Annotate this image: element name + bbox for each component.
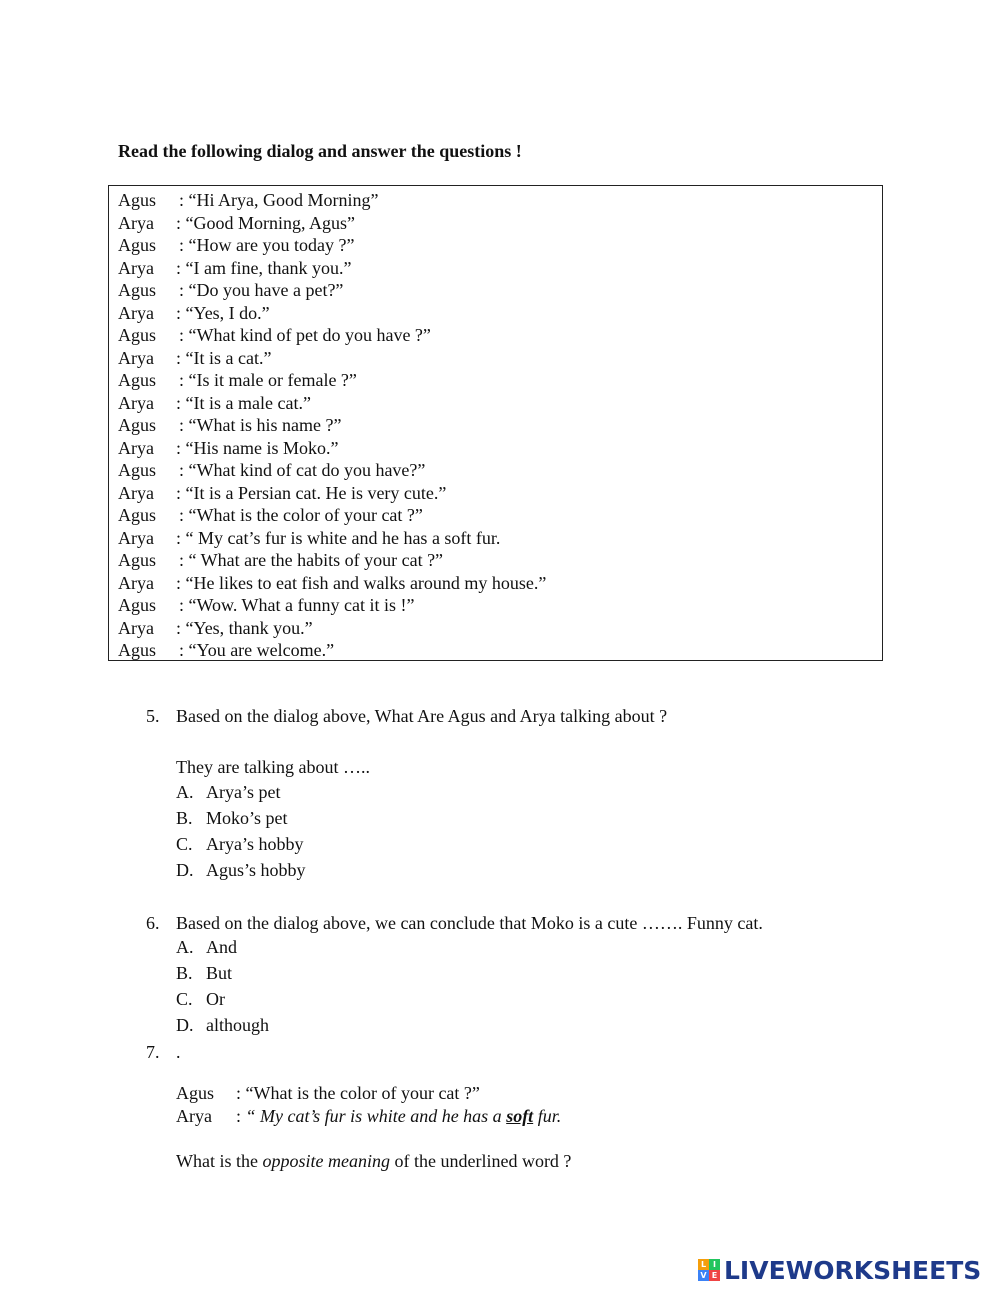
- option-letter: D.: [176, 860, 194, 880]
- dialog-text: : “What is his name ?”: [179, 415, 342, 435]
- question-number: 5.: [146, 706, 160, 726]
- question-text: Based on the dialog above, we can conclude that Moko is a cute ……. Funny cat.: [176, 913, 763, 933]
- dialog-line: [109, 437, 882, 460]
- dialog-text: : “ My cat’s fur is white and he has a soft fur.: [176, 527, 501, 548]
- underlined-word: soft: [506, 1106, 534, 1126]
- dialog-text: : “He likes to eat fish and walks around my house.”: [176, 572, 547, 593]
- dialog-speaker: Arya: [118, 212, 154, 233]
- prompt-before: What is the: [176, 1151, 263, 1171]
- dialog-line: [109, 639, 882, 662]
- dialog-speaker: Agus: [118, 325, 157, 345]
- option-letter: D.: [176, 1015, 194, 1035]
- dialog-speaker: Arya: [118, 392, 154, 413]
- dialog-speaker: Agus: [118, 550, 157, 570]
- option-text: Moko’s pet: [206, 808, 288, 828]
- dialog-speaker: Arya: [118, 257, 154, 278]
- dialog-speaker: Arya: [118, 572, 154, 593]
- dialog-line: [109, 347, 882, 370]
- dialog-speaker: Agus: [118, 190, 157, 210]
- logo-tile: E: [709, 1270, 720, 1281]
- dialog-text: : “Hi Arya, Good Morning”: [179, 190, 379, 210]
- quote-text: : “What is the color of your cat ?”: [236, 1083, 480, 1103]
- option-text: although: [206, 1015, 269, 1035]
- dialog-line: [109, 549, 882, 572]
- dialog-text: : “His name is Moko.”: [176, 437, 339, 458]
- dialog-box: [108, 185, 883, 661]
- logo-tile: L: [698, 1259, 709, 1270]
- brand-text: LIVEWORKSHEETS: [724, 1255, 982, 1285]
- dialog-speaker: Agus: [118, 280, 157, 300]
- option-text: Or: [206, 989, 225, 1009]
- dialog-text: : “You are welcome.”: [179, 640, 335, 660]
- dialog-line: [109, 572, 882, 595]
- dialog-text: : “It is a Persian cat. He is very cute.”: [176, 482, 447, 503]
- dialog-speaker: Arya: [118, 527, 154, 548]
- option-text: Agus’s hobby: [206, 860, 306, 880]
- dialog-line: [109, 527, 882, 550]
- prompt-after: of the underlined word ?: [389, 1151, 572, 1171]
- dialog-speaker: Agus: [118, 235, 157, 255]
- dialog-text: : “Yes, thank you.”: [176, 617, 313, 638]
- dialog-line: [109, 459, 882, 482]
- dialog-line: [109, 504, 882, 527]
- option-letter: A.: [176, 782, 194, 802]
- quote-speaker: Arya: [176, 1106, 212, 1126]
- dialog-line: [109, 414, 882, 437]
- dialog-text: : “I am fine, thank you.”: [176, 257, 352, 278]
- dialog-speaker: Agus: [118, 415, 157, 435]
- option-text: But: [206, 963, 233, 983]
- dialog-text: : “Wow. What a funny cat it is !”: [179, 595, 415, 615]
- prompt-italic: opposite meaning: [262, 1151, 390, 1171]
- quote-prefix: :: [236, 1106, 246, 1126]
- dialog-speaker: Arya: [118, 302, 154, 323]
- logo-tile: V: [698, 1270, 709, 1281]
- option-text: And: [206, 937, 237, 957]
- question-7-prompt: [176, 1151, 571, 1172]
- question-text: Based on the dialog above, What Are Agus and Arya talking about ?: [176, 706, 668, 726]
- dialog-line: [109, 369, 882, 392]
- dialog-text: : “Do you have a pet?”: [179, 280, 344, 300]
- quote-speaker: Agus: [176, 1083, 215, 1103]
- dialog-speaker: Agus: [118, 595, 157, 615]
- option-letter: C.: [176, 834, 193, 854]
- dialog-text: : “ What are the habits of your cat ?”: [179, 550, 444, 570]
- dialog-line: [109, 234, 882, 257]
- quote-italic-after: fur.: [533, 1106, 562, 1126]
- option-text: Arya’s pet: [206, 782, 281, 802]
- dialog-speaker: Arya: [118, 482, 154, 503]
- option-letter: C.: [176, 989, 193, 1009]
- question-5-lead: They are talking about …..: [176, 757, 370, 777]
- dialog-line: [109, 617, 882, 640]
- dialog-speaker: Agus: [118, 505, 157, 525]
- dialog-line: [109, 302, 882, 325]
- question-number: 7.: [146, 1042, 160, 1062]
- dialog-line: [109, 482, 882, 505]
- quote-italic-before: “ My cat’s fur is white and he has a: [245, 1106, 507, 1126]
- option-letter: B.: [176, 963, 193, 983]
- liveworksheets-logo-icon: [698, 1259, 720, 1281]
- dialog-speaker: Agus: [118, 640, 157, 660]
- dialog-line: [109, 189, 882, 212]
- dialog-text: : “What kind of pet do you have ?”: [179, 325, 431, 345]
- dialog-speaker: Arya: [118, 617, 154, 638]
- dialog-text: : “Good Morning, Agus”: [176, 212, 355, 233]
- question-number: 6.: [146, 913, 160, 933]
- dialog-line: [109, 324, 882, 347]
- option-letter: A.: [176, 937, 194, 957]
- dialog-speaker: Arya: [118, 437, 154, 458]
- dialog-text: : “How are you today ?”: [179, 235, 355, 255]
- dialog-text: : “Is it male or female ?”: [179, 370, 357, 390]
- dialog-speaker: Arya: [118, 347, 154, 368]
- dialog-text: : “What is the color of your cat ?”: [179, 505, 423, 525]
- dialog-line: [109, 594, 882, 617]
- question-text: .: [176, 1042, 181, 1062]
- option-text: Arya’s hobby: [206, 834, 304, 854]
- dialog-text: : “It is a male cat.”: [176, 392, 311, 413]
- dialog-speaker: Agus: [118, 460, 157, 480]
- option-letter: B.: [176, 808, 193, 828]
- dialog-line: [109, 279, 882, 302]
- dialog-text: : “It is a cat.”: [176, 347, 272, 368]
- dialog-line: [109, 257, 882, 280]
- logo-tile: I: [709, 1259, 720, 1270]
- dialog-line: [109, 212, 882, 235]
- liveworksheets-brand: [698, 1253, 994, 1287]
- quote-text: [236, 1106, 561, 1127]
- dialog-text: : “What kind of cat do you have?”: [179, 460, 426, 480]
- dialog-speaker: Agus: [118, 370, 157, 390]
- dialog-text: : “Yes, I do.”: [176, 302, 270, 323]
- dialog-line: [109, 392, 882, 415]
- instruction-heading: Read the following dialog and answer the questions !: [118, 141, 522, 161]
